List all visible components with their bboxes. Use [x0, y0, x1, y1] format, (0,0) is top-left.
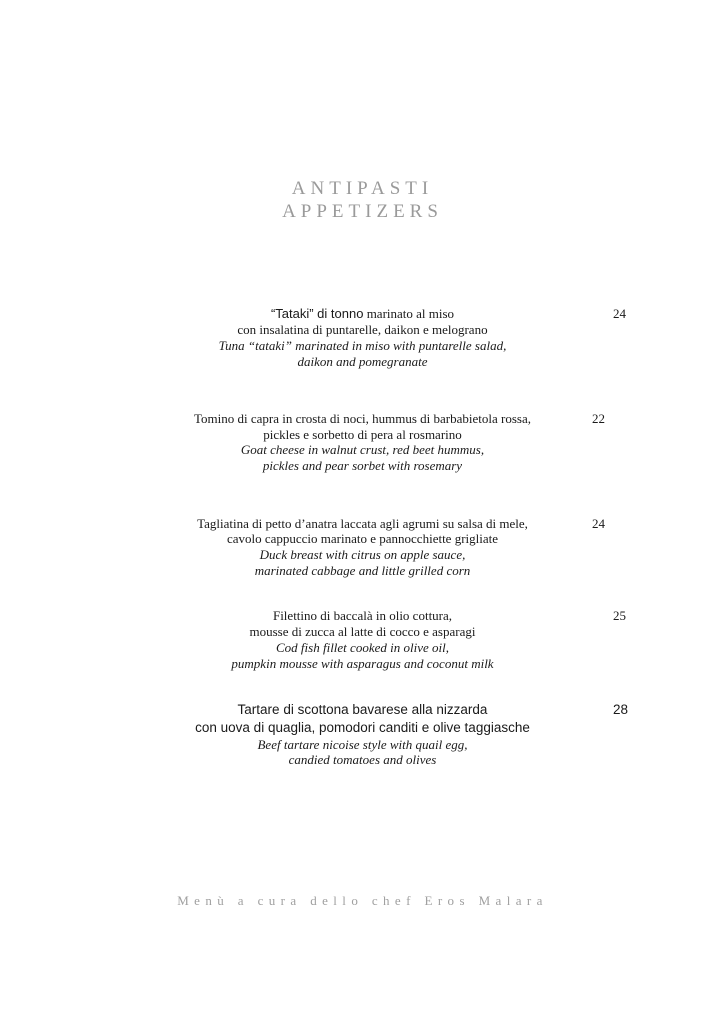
dish-description-english: Tuna “tataki” marinated in miso with puntarelle salad, [218, 338, 507, 353]
dish-name-italian: Tagliatina di petto d’anatra laccata agli agrumi su salsa di mele, [197, 516, 528, 531]
dish-name-italian: Tartare di scottona bavarese alla nizzarda [237, 702, 488, 717]
dish-price: 24 [592, 516, 605, 531]
dish-description-english-cont: pickles and pear sorbet with rosemary [262, 458, 463, 473]
dish-description-english: Duck breast with citrus on apple sauce, [259, 547, 466, 562]
dish-price: 22 [592, 411, 605, 426]
chef-credit: Menù a cura dello chef Eros Malara [177, 893, 548, 908]
dish-name-rest: marinato al miso [363, 306, 455, 321]
dish-description-italian: pickles e sorbetto di pera al rosmarino [263, 427, 462, 442]
dish-description-italian: con uova di quaglia, pomodori canditi e olive taggiasche [195, 720, 530, 735]
dish-description-english: Beef tartare nicoise style with quail egg, [257, 737, 468, 752]
dish-description-italian: cavolo cappuccio marinato e pannocchiette grigliate [226, 531, 499, 546]
dish-description-italian: mousse di zucca al latte di cocco e asparagi [249, 624, 476, 639]
dish-description-english: Cod fish fillet cooked in olive oil, [276, 640, 449, 655]
dish-price: 24 [613, 306, 626, 321]
dish-price: 25 [613, 608, 626, 623]
dish-description-english: Goat cheese in walnut crust, red beet hummus, [240, 442, 485, 457]
dish-name-italian: Tomino di capra in crosta di noci, hummus di barbabietola rossa, [193, 411, 531, 426]
dish-name-italian: Filettino di baccalà in olio cottura, [272, 608, 453, 623]
dish-price: 28 [613, 702, 629, 717]
dish-name-lead: “Tataki” di tonno [270, 306, 364, 321]
section-title-italian: ANTIPASTI [291, 178, 434, 199]
dish-description-english-cont: candied tomatoes and olives [288, 752, 437, 767]
dish-description-english-cont: marinated cabbage and little grilled corn [254, 563, 471, 578]
dish-description-english-cont: daikon and pomegranate [297, 354, 428, 369]
dish-description-italian: con insalatina di puntarelle, daikon e melograno [237, 322, 488, 337]
dish-description-english-cont: pumpkin mousse with asparagus and coconut milk [231, 656, 494, 671]
section-title-english: APPETIZERS [282, 201, 443, 222]
